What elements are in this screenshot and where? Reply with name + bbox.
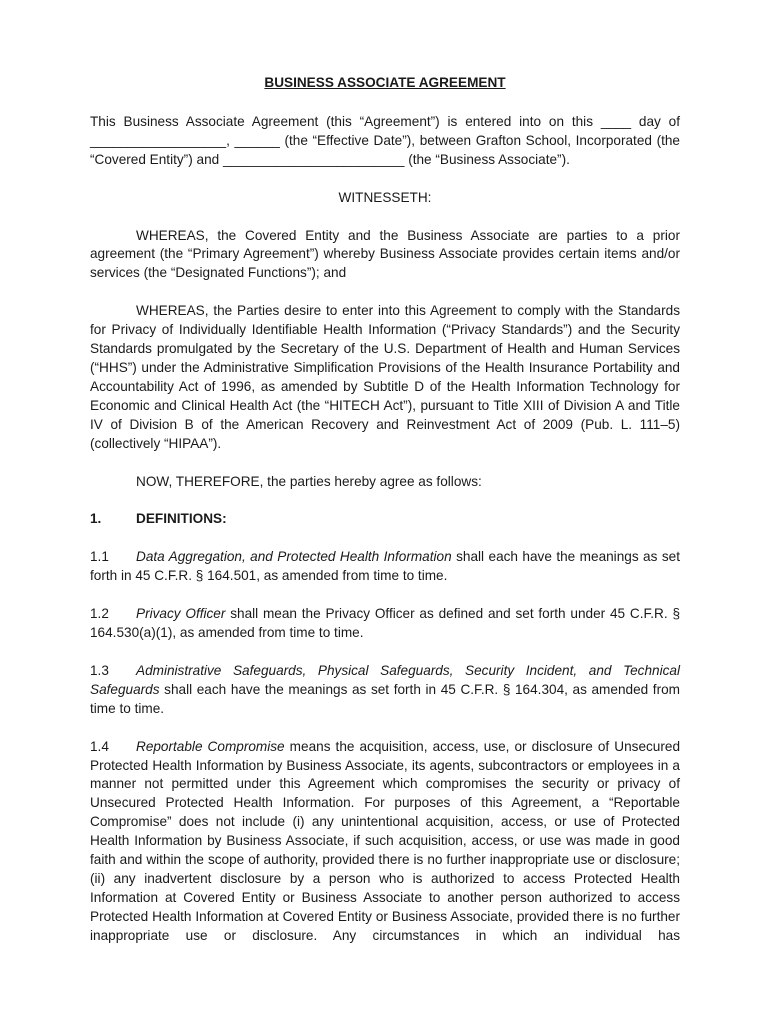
clause-text: means the acquisition, access, use, or disclosure of Unsecured Protected Health Information by Business Associate, its agents, subcontractors or employees in a manner not permitted under this Agreement which compromises the security or privacy of Unsecured Protected Health Information. For purposes of this Agreement, a “Reportable Compromise” does not include (i) any unintentional acquisition, access, or use of Protected Health Information by Business Associate, if such acquisition, access, or use was made in good faith and within the scope of authority, provided there is no further inappropriate use or disclosure; (ii) any inadvertent disclosure by a person who is authorized to access Protected Health Information at Covered Entity or Business Associate to another person authorized to access Protected Health Information at Covered Entity or Business Associate, provided there is no further inappropriate use or disclosure. Any circumstances in which an individual has — [90, 738, 681, 943]
clause-number: 1.4 — [90, 738, 109, 754]
clause-number: 1.1 — [90, 549, 109, 565]
document-title: BUSINESS ASSOCIATE AGREEMENT — [264, 75, 506, 90]
clause-1-2 — [90, 605, 680, 643]
clause-term: Reportable Compromise — [136, 738, 285, 754]
clause-1-3 — [90, 662, 680, 719]
document-page — [90, 74, 680, 946]
whereas-paragraph-2: WHEREAS, the Parties desire to enter into this Agreement to comply with the Standards for Privacy of Individually Identifiable Health Information (“Privacy Standards”) and the Security Standards promulgated by the Secretary of the U.S. Department of Health and Human Services (“HHS”) under the Administrative Simplification Provisions of the Health Insurance Portability and Accountability Act of 1996, as amended by Subtitle D of the Health Information Technology for Economic and Clinical Health Act (the “HITECH Act”), pursuant to Title XIII of Division A and Title IV of Division B of the American Recovery and Reinvestment Act of 2009 (Pub. L. 111–5) (collectively “HIPAA”). — [90, 303, 680, 451]
clause-1-4 — [90, 738, 680, 946]
clause-number: 1.3 — [90, 662, 109, 678]
whereas-paragraph-1: WHEREAS, the Covered Entity and the Business Associate are parties to a prior agreement (the “Primary Agreement”) whereby Business Associate provides certain items and/or services (the “Designated Functions”); and — [90, 227, 680, 281]
now-therefore-paragraph: NOW, THEREFORE, the parties hereby agree as follows: — [136, 473, 482, 489]
section-title: DEFINITIONS: — [136, 511, 227, 527]
clause-term: Privacy Officer — [136, 606, 226, 622]
clause-text: shall each have the meanings as set forth in 45 C.F.R. § 164.304, as amended from time to time. — [90, 681, 680, 716]
clause-text: shall each have the meanings as set forth in 45 C.F.R. § 164.501, as amended from time to time. — [90, 549, 680, 584]
clause-term: Data Aggregation, and Protected Health Information — [136, 549, 452, 565]
witnesseth-heading: WITNESSETH: — [338, 189, 432, 205]
clause-1-1 — [90, 548, 680, 586]
clause-number: 1.2 — [90, 606, 109, 622]
clause-text: shall mean the Privacy Officer as defined and set forth under 45 C.F.R. § 164.530(a)(1), as amended from time to time. — [90, 606, 681, 641]
intro-paragraph: This Business Associate Agreement (this “Agreement”) is entered into on this ____ day of __________________, ______ (the “Effective Date”), between Grafton School, Incorporated (the “Covered Entity”) and ________________________ (the “Business Associate”). — [90, 113, 680, 167]
section-1-heading — [90, 510, 680, 529]
clause-term: Administrative Safeguards, Physical Safeguards, Security Incident, and Technical Safeguards — [90, 662, 680, 697]
section-number: 1. — [90, 511, 102, 527]
